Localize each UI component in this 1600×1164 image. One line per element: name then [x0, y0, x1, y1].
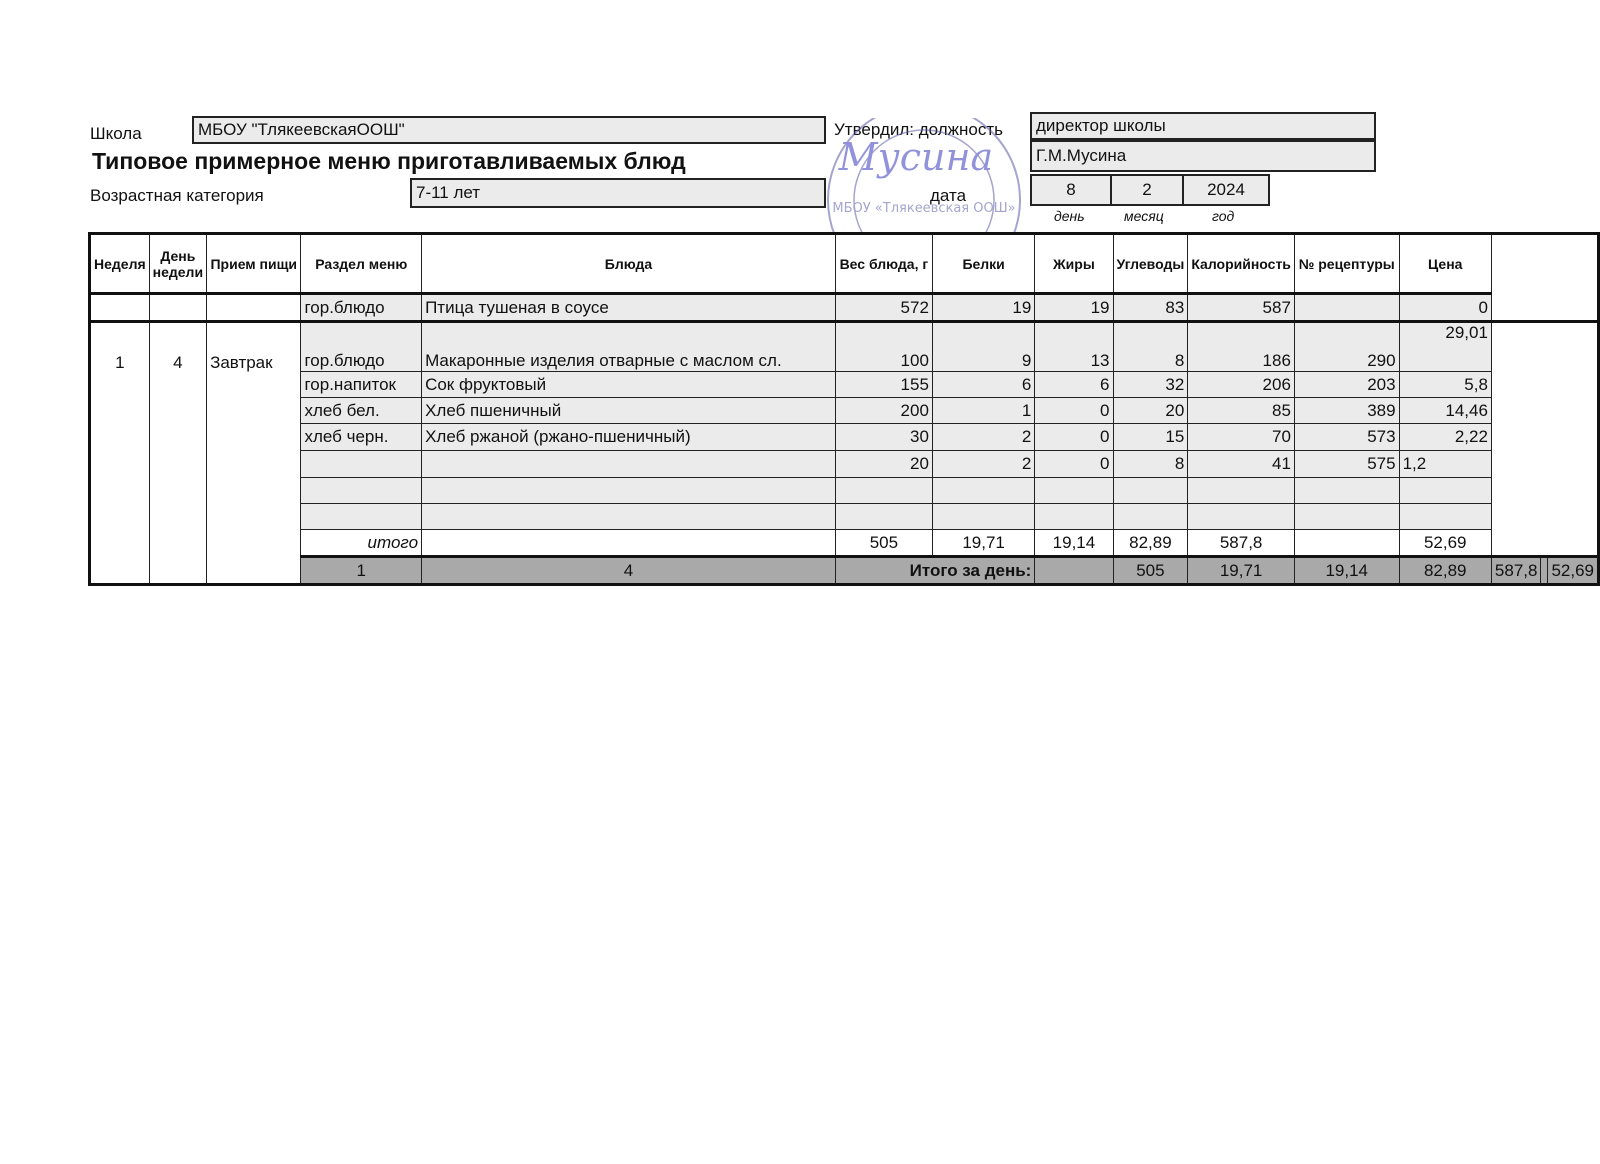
cell-calories[interactable]: 186: [1188, 322, 1295, 372]
subtotal-row: [90, 530, 1599, 557]
cell-protein[interactable]: 9: [932, 322, 1034, 372]
cell-fat[interactable]: 0: [1035, 424, 1113, 451]
position-field[interactable]: директор школы: [1030, 112, 1376, 140]
cell-carbs[interactable]: 83: [1113, 294, 1188, 322]
cell-price[interactable]: 1,2: [1399, 451, 1491, 478]
cell-fat[interactable]: 0: [1035, 398, 1113, 424]
table-row: [90, 478, 1599, 504]
cell-carbs[interactable]: 8: [1113, 451, 1188, 478]
cell-dish[interactable]: Хлеб ржаной (ржано-пшеничный): [422, 424, 836, 451]
table-row: [90, 424, 1599, 451]
cell-fat[interactable]: [1035, 504, 1113, 530]
approved-label: Утвердил: должность: [834, 120, 1004, 139]
table-row: [90, 322, 1599, 372]
cell-dish: [422, 530, 836, 557]
cell-dish[interactable]: Птица тушеная в соусе: [422, 294, 836, 322]
cell-section[interactable]: гор.напиток: [301, 372, 422, 398]
total-label: Итого за день:: [835, 557, 1034, 585]
school-label: Школа: [90, 124, 142, 143]
col-meal: Прием пищи: [207, 234, 301, 294]
cell-price[interactable]: 29,01: [1399, 322, 1491, 372]
col-carbs: Углеводы: [1113, 234, 1188, 294]
year-caption: год: [1212, 208, 1235, 224]
date-month-field[interactable]: 2: [1110, 174, 1184, 206]
cell-calories[interactable]: 206: [1188, 372, 1295, 398]
cell-meal: Завтрак: [207, 322, 301, 585]
age-category-label: Возрастная категория: [90, 186, 264, 205]
table-row: [90, 294, 1599, 322]
signature-text: Мусина: [838, 135, 994, 179]
total-recipe: [1541, 557, 1548, 585]
cell-calories[interactable]: 85: [1188, 398, 1295, 424]
cell-weight[interactable]: 30: [835, 424, 932, 451]
col-week: Неделя: [90, 234, 150, 294]
col-day: День недели: [149, 234, 206, 294]
cell-recipe[interactable]: 575: [1294, 451, 1399, 478]
cell-weight[interactable]: 200: [835, 398, 932, 424]
col-fat: Жиры: [1035, 234, 1113, 294]
col-dishes: Блюда: [422, 234, 836, 294]
cell-section[interactable]: гор.блюдо: [301, 294, 422, 322]
total-calories: 587,8: [1491, 557, 1541, 585]
total-weight: 505: [1113, 557, 1188, 585]
total-carbs: 82,89: [1399, 557, 1491, 585]
subtotal-weight: 505: [835, 530, 932, 557]
cell-dish[interactable]: Сок фруктовый: [422, 372, 836, 398]
cell-week: [90, 294, 150, 322]
cell-weight[interactable]: [835, 478, 932, 504]
cell-price[interactable]: 2,22: [1399, 424, 1491, 451]
subtotal-protein: 19,71: [932, 530, 1034, 557]
director-name-field[interactable]: Г.М.Мусина: [1030, 140, 1376, 172]
month-caption: месяц: [1124, 208, 1164, 224]
cell-fat[interactable]: 19: [1035, 294, 1113, 322]
stamp-text: МБОУ «Тлякеевская ООШ»: [832, 201, 1016, 216]
subtotal-recipe: [1294, 530, 1399, 557]
cell-carbs[interactable]: 20: [1113, 398, 1188, 424]
cell-recipe[interactable]: 203: [1294, 372, 1399, 398]
col-weight: Вес блюда, г: [835, 234, 932, 294]
subtotal-label: итого: [301, 530, 422, 557]
cell-price[interactable]: 14,46: [1399, 398, 1491, 424]
cell-calories[interactable]: [1188, 504, 1295, 530]
menu-table: [88, 232, 1600, 586]
cell-section[interactable]: [301, 504, 422, 530]
cell-protein[interactable]: [932, 478, 1034, 504]
date-label: дата: [930, 186, 967, 205]
cell-section[interactable]: [301, 451, 422, 478]
total-fat: 19,14: [1294, 557, 1399, 585]
subtotal-calories: 587,8: [1188, 530, 1295, 557]
cell-dish[interactable]: Макаронные изделия отварные с маслом сл.: [422, 322, 836, 372]
cell-protein[interactable]: [932, 504, 1034, 530]
cell-section[interactable]: хлеб бел.: [301, 398, 422, 424]
table-header-row: [90, 234, 1599, 294]
subtotal-fat: 19,14: [1035, 530, 1113, 557]
cell-recipe[interactable]: [1294, 294, 1399, 322]
cell-recipe[interactable]: [1294, 478, 1399, 504]
cell-carbs[interactable]: 32: [1113, 372, 1188, 398]
day-caption: день: [1054, 208, 1085, 224]
cell-weight[interactable]: 572: [835, 294, 932, 322]
cell-meal: [207, 294, 301, 322]
cell-price[interactable]: [1399, 504, 1491, 530]
cell-dish[interactable]: [422, 478, 836, 504]
cell-protein[interactable]: 2: [932, 424, 1034, 451]
col-protein: Белки: [932, 234, 1034, 294]
cell-protein[interactable]: 2: [932, 451, 1034, 478]
cell-carbs[interactable]: 8: [1113, 322, 1188, 372]
cell-day: [149, 294, 206, 322]
cell-weight[interactable]: 155: [835, 372, 932, 398]
cell-price[interactable]: 0: [1399, 294, 1491, 322]
total-day: 4: [422, 557, 836, 585]
col-recipe: № рецептуры: [1294, 234, 1399, 294]
cell-calories[interactable]: 70: [1188, 424, 1295, 451]
cell-recipe[interactable]: 573: [1294, 424, 1399, 451]
col-price: Цена: [1399, 234, 1491, 294]
col-calories: Калорийность: [1188, 234, 1295, 294]
cell-dish[interactable]: [422, 504, 836, 530]
cell-fat[interactable]: 0: [1035, 451, 1113, 478]
col-section: Раздел меню: [301, 234, 422, 294]
cell-section[interactable]: гор.блюдо: [301, 322, 422, 372]
cell-recipe[interactable]: [1294, 504, 1399, 530]
cell-recipe[interactable]: 290: [1294, 322, 1399, 372]
cell-price[interactable]: 5,8: [1399, 372, 1491, 398]
cell-calories[interactable]: 41: [1188, 451, 1295, 478]
cell-weight[interactable]: [835, 504, 932, 530]
cell-section[interactable]: [301, 478, 422, 504]
date-year-field[interactable]: 2024: [1182, 174, 1270, 206]
table-row: [90, 451, 1599, 478]
subtotal-carbs: 82,89: [1113, 530, 1188, 557]
school-field[interactable]: МБОУ "ТлякеевскаяООШ": [192, 116, 826, 144]
age-category-field[interactable]: 7-11 лет: [410, 178, 826, 208]
page-title: Типовое примерное меню приготавливаемых блюд: [92, 148, 686, 174]
day-total-row: [90, 557, 1599, 585]
cell-week: 1: [90, 322, 150, 585]
cell-protein[interactable]: 19: [932, 294, 1034, 322]
cell-weight[interactable]: 100: [835, 322, 932, 372]
cell-fat[interactable]: 13: [1035, 322, 1113, 372]
cell-day: 4: [149, 322, 206, 585]
cell-weight[interactable]: 20: [835, 451, 932, 478]
cell-calories[interactable]: 587: [1188, 294, 1295, 322]
total-protein: 19,71: [1188, 557, 1295, 585]
cell-fat[interactable]: [1035, 478, 1113, 504]
cell-carbs[interactable]: 15: [1113, 424, 1188, 451]
cell-dish[interactable]: [422, 451, 836, 478]
cell-dish[interactable]: Хлеб пшеничный: [422, 398, 836, 424]
cell-price[interactable]: [1399, 478, 1491, 504]
date-day-field[interactable]: 8: [1030, 174, 1112, 206]
cell-section[interactable]: хлеб черн.: [301, 424, 422, 451]
total-dish: [1035, 557, 1113, 585]
table-row: [90, 372, 1599, 398]
total-price: 52,69: [1548, 557, 1599, 585]
cell-carbs[interactable]: [1113, 478, 1188, 504]
subtotal-price: 52,69: [1399, 530, 1491, 557]
total-week: 1: [301, 557, 422, 585]
cell-carbs[interactable]: [1113, 504, 1188, 530]
cell-recipe[interactable]: 389: [1294, 398, 1399, 424]
cell-protein[interactable]: 1: [932, 398, 1034, 424]
table-row: [90, 398, 1599, 424]
cell-fat[interactable]: 6: [1035, 372, 1113, 398]
cell-calories[interactable]: [1188, 478, 1295, 504]
cell-protein[interactable]: 6: [932, 372, 1034, 398]
table-row: [90, 504, 1599, 530]
